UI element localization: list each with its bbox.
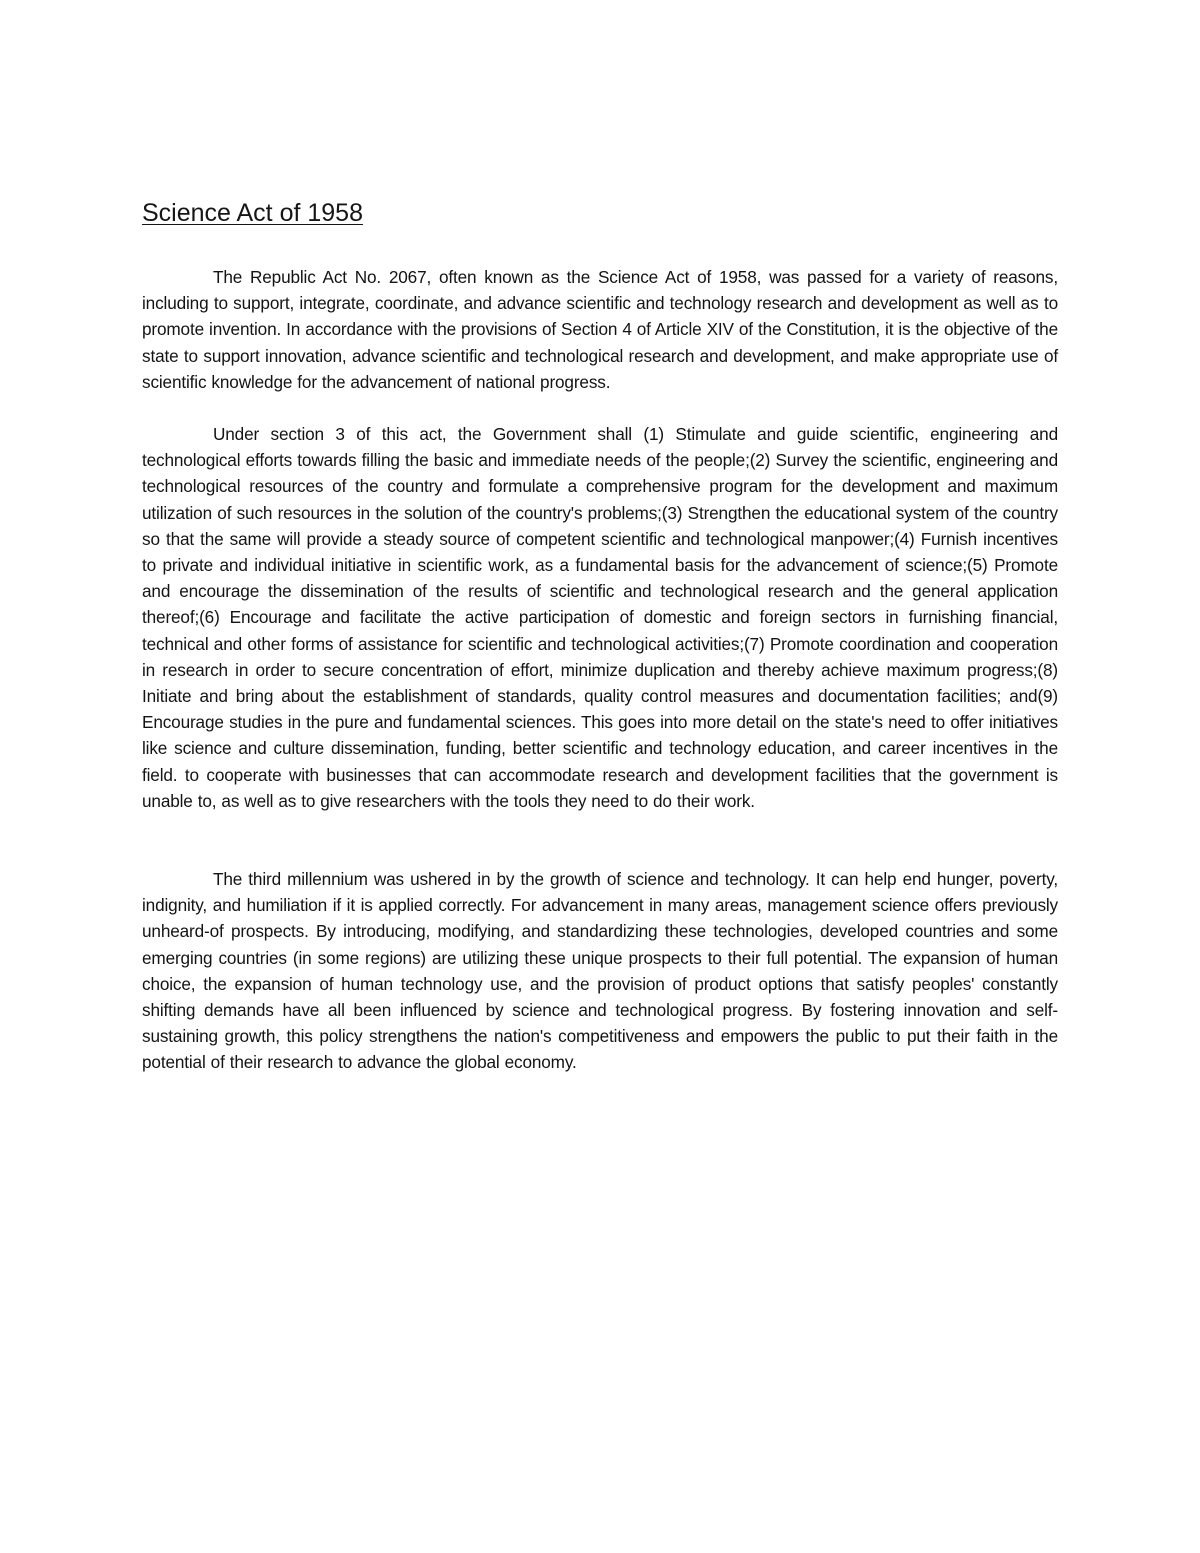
paragraph-third-millennium: The third millennium was ushered in by the growth of science and technology. It can help end hunger, poverty, indignity, and humiliation if it is applied correctly. For advancement in many areas, management science offers previously unheard-of prospects. By introducing, modifying, and standardizing these technologies, developed countries and some emerging countries (in some regions) are utilizing these unique prospects to their full potential. The expansion of human choice, the expansion of human technology use, and the provision of product options that satisfy peoples' constantly shifting demands have all been influenced by science and technological progress. By fostering innovation and self-sustaining growth, this policy strengthens the nation's competitiveness and empowers the public to put their faith in the potential of their research to advance the global economy.: [142, 869, 1058, 1073]
paragraph-republic-act: The Republic Act No. 2067, often known as the Science Act of 1958, was passed for a variety of reasons, including to support, integrate, coordinate, and advance scientific and technology research and development as well as to promote invention. In accordance with the provisions of Section 4 of Article XIV of the Constitution, it is the objective of the state to support innovation, advance scientific and technological research and development, and make appropriate use of scientific knowledge for the advancement of national progress.: [142, 267, 1058, 392]
document-title: Science Act of 1958: [142, 199, 363, 227]
paragraph-section-3: Under section 3 of this act, the Government shall (1) Stimulate and guide scientific, engineering and technological efforts towards filling the basic and immediate needs of the people;(2) Survey the scientific, engineering and technological resources of the country and formulate a comprehensive program for the development and maximum utilization of such resources in the solution of the country's problems;(3) Strengthen the educational system of the country so that the same will provide a steady source of competent scientific and technological manpower;(4) Furnish incentives to private and individual initiative in scientific work, as a fundamental basis for the advancement of science;(5) Promote and encourage the dissemination of the results of scientific and technological research and the general application thereof;(6) Encourage and facilitate the active participation of domestic and foreign sectors in furnishing financial, technical and other forms of assistance for scientific and technological activities;(7) Promote coordination and cooperation in research in order to secure concentration of effort, minimize duplication and thereby achieve maximum progress;(8) Initiate and bring about the establishment of standards, quality control measures and documentation facilities; and(9) Encourage studies in the pure and fundamental sciences. This goes into more detail on the state's need to offer initiatives like science and culture dissemination, funding, better scientific and technology education, and career incentives in the field. to cooperate with businesses that can accommodate research and development facilities that the government is unable to, as well as to give researchers with the tools they need to do their work.: [142, 424, 1058, 811]
document-body: [142, 198, 1058, 1076]
